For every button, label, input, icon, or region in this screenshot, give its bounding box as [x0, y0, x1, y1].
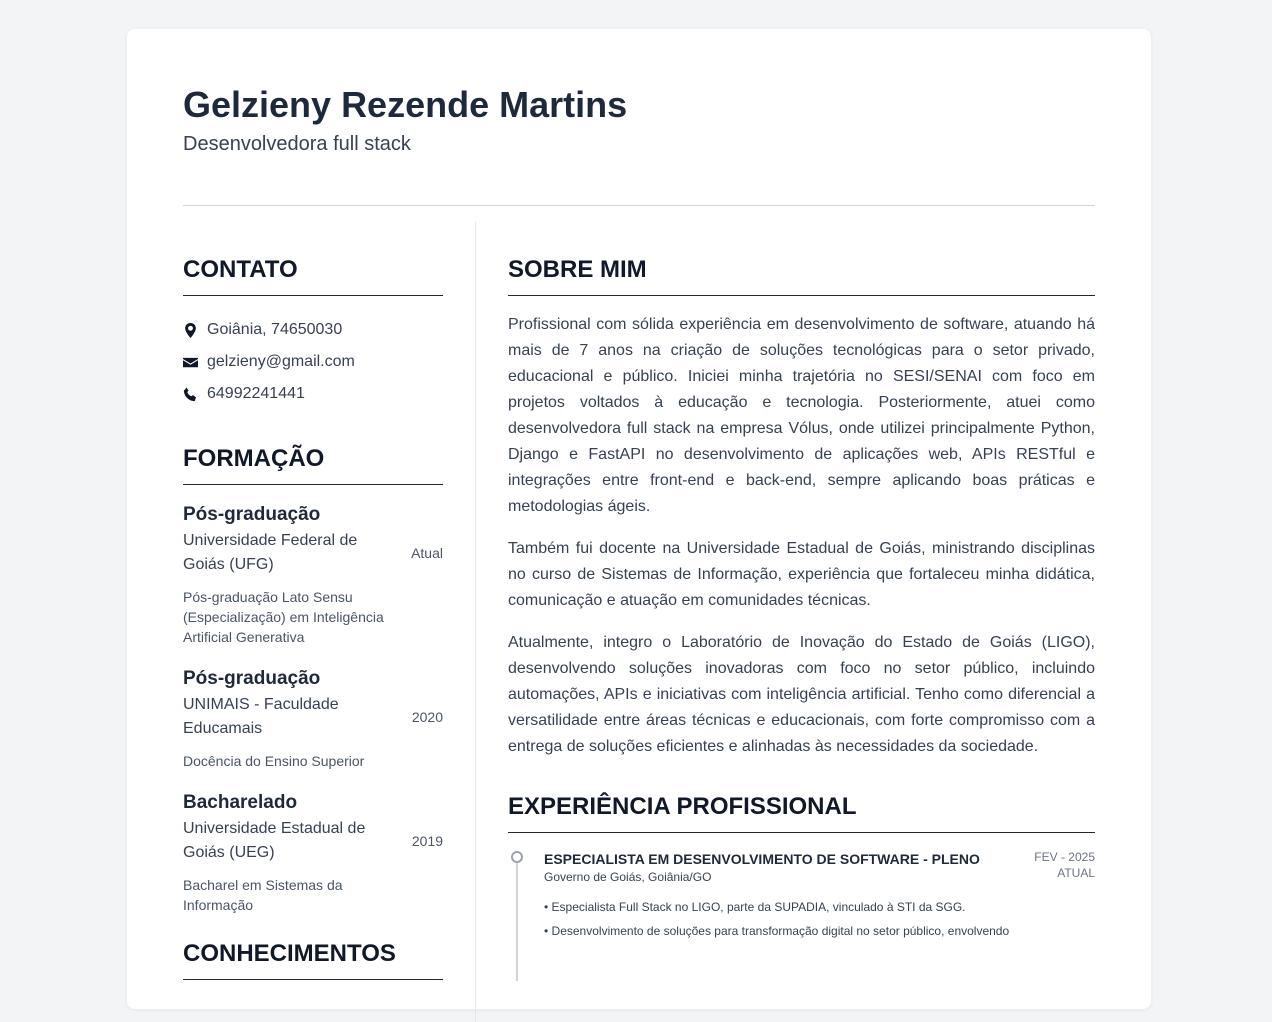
left-column — [183, 255, 443, 980]
education-institution: UNIMAIS - Faculdade Educamais — [183, 696, 339, 737]
about-paragraph: Também fui docente na Universidade Estadual de Goiás, ministrando disciplinas no curso de Sistemas de Informação, experiência que fortaleceu minha didática, comunicação e atuação em comunidades técnicas. — [508, 540, 1095, 609]
candidate-role: Desenvolvedora full stack — [183, 133, 411, 155]
resume-page — [127, 29, 1151, 1009]
contact-list — [183, 314, 443, 410]
education-section-title: FORMAÇÃO — [183, 444, 443, 485]
experience-bullet: • Desenvolvimento de soluções para transformação digital no setor público, envolvendo — [544, 923, 1095, 939]
experience-date-end: ATUAL — [1057, 866, 1095, 880]
contact-section-title: CONTATO — [183, 255, 443, 296]
about-paragraph: Profissional com sólida experiência em desenvolvimento de software, atuando há mais de 7 anos na criação de soluções tecnológicas para o setor privado, educacional e público. Iniciei minha trajetória no SESI/SENAI com foco em projetos voltados à educação e tecnologia. Posteriormente, atuei como desenvolvedora full stack na empresa Vólus, onde utilizei principalmente Python, Django e FastAPI no desenvolvimento de aplicações web, APIs RESTful e integrações entre front-end e back-end, sempre aplicando boas práticas e metodologias ágeis. — [508, 316, 1095, 515]
education-degree: Bacharelado — [183, 792, 298, 813]
education-institution: Universidade Federal de Goiás (UFG) — [183, 532, 358, 573]
education-description: Pós-graduação Lato Sensu (Especialização) em Inteligência Artificial Generativa — [183, 589, 384, 645]
timeline-line — [516, 861, 518, 981]
experience-organization: Governo de Goiás, Goiânia/GO — [544, 870, 712, 884]
timeline-dot — [511, 851, 523, 863]
phone-text[interactable]: 64992241441 — [207, 385, 305, 402]
experience-bullets — [544, 899, 1095, 939]
education-year: Atual — [411, 545, 443, 561]
experience-date-start: FEV - 2025 — [1034, 850, 1095, 864]
education-year: 2020 — [411, 709, 443, 725]
contact-location — [183, 314, 443, 346]
education-institution: Universidade Estadual de Goiás (UEG) — [183, 820, 366, 861]
email-text[interactable]: gelzieny@gmail.com — [207, 353, 355, 370]
education-item — [183, 791, 443, 915]
education-description: Docência do Ensino Superior — [183, 753, 365, 769]
skills-section-title: CONHECIMENTOS — [183, 939, 443, 980]
experience-bullet: • Especialista Full Stack no LIGO, parte da SUPADIA, vinculado à STI da SGG. — [544, 899, 1095, 915]
phone-icon — [183, 387, 207, 402]
candidate-name: Gelzieny Rezende Martins — [183, 84, 628, 125]
experience-section-title: EXPERIÊNCIA PROFISSIONAL — [508, 792, 1095, 833]
education-list — [183, 503, 443, 915]
about-text — [508, 312, 1095, 760]
education-year: 2019 — [411, 833, 443, 849]
education-item — [183, 667, 443, 771]
about-section-title: SOBRE MIM — [508, 255, 1095, 296]
envelope-icon — [183, 355, 207, 370]
header-divider — [183, 205, 1095, 206]
about-paragraph: Atualmente, integro o Laboratório de Inovação do Estado de Goiás (LIGO), desenvolvendo soluções inovadoras com foco no setor público, incluindo automações, APIs e iniciativas com inteligência artificial. Tenho como diferencial a versatilidade entre áreas técnicas e educacionais, com forte compromisso com a entrega de soluções eficientes e alinhadas às necessidades da sociedade. — [508, 634, 1095, 755]
column-divider — [475, 222, 476, 1022]
education-degree: Pós-graduação — [183, 504, 321, 525]
experience-item — [508, 849, 1095, 939]
contact-email[interactable] — [183, 346, 443, 378]
education-degree: Pós-graduação — [183, 668, 321, 689]
experience-job-title: ESPECIALISTA EM DESENVOLVIMENTO DE SOFTWARE - PLENO — [544, 851, 980, 867]
contact-phone[interactable] — [183, 378, 443, 410]
experience-dates — [1034, 849, 1095, 885]
education-description: Bacharel em Sistemas da Informação — [183, 877, 343, 913]
location-text: Goiânia, 74650030 — [207, 321, 343, 338]
education-item — [183, 503, 443, 647]
resume-header — [183, 83, 1095, 157]
right-column — [508, 255, 1095, 947]
map-pin-icon — [183, 323, 207, 338]
